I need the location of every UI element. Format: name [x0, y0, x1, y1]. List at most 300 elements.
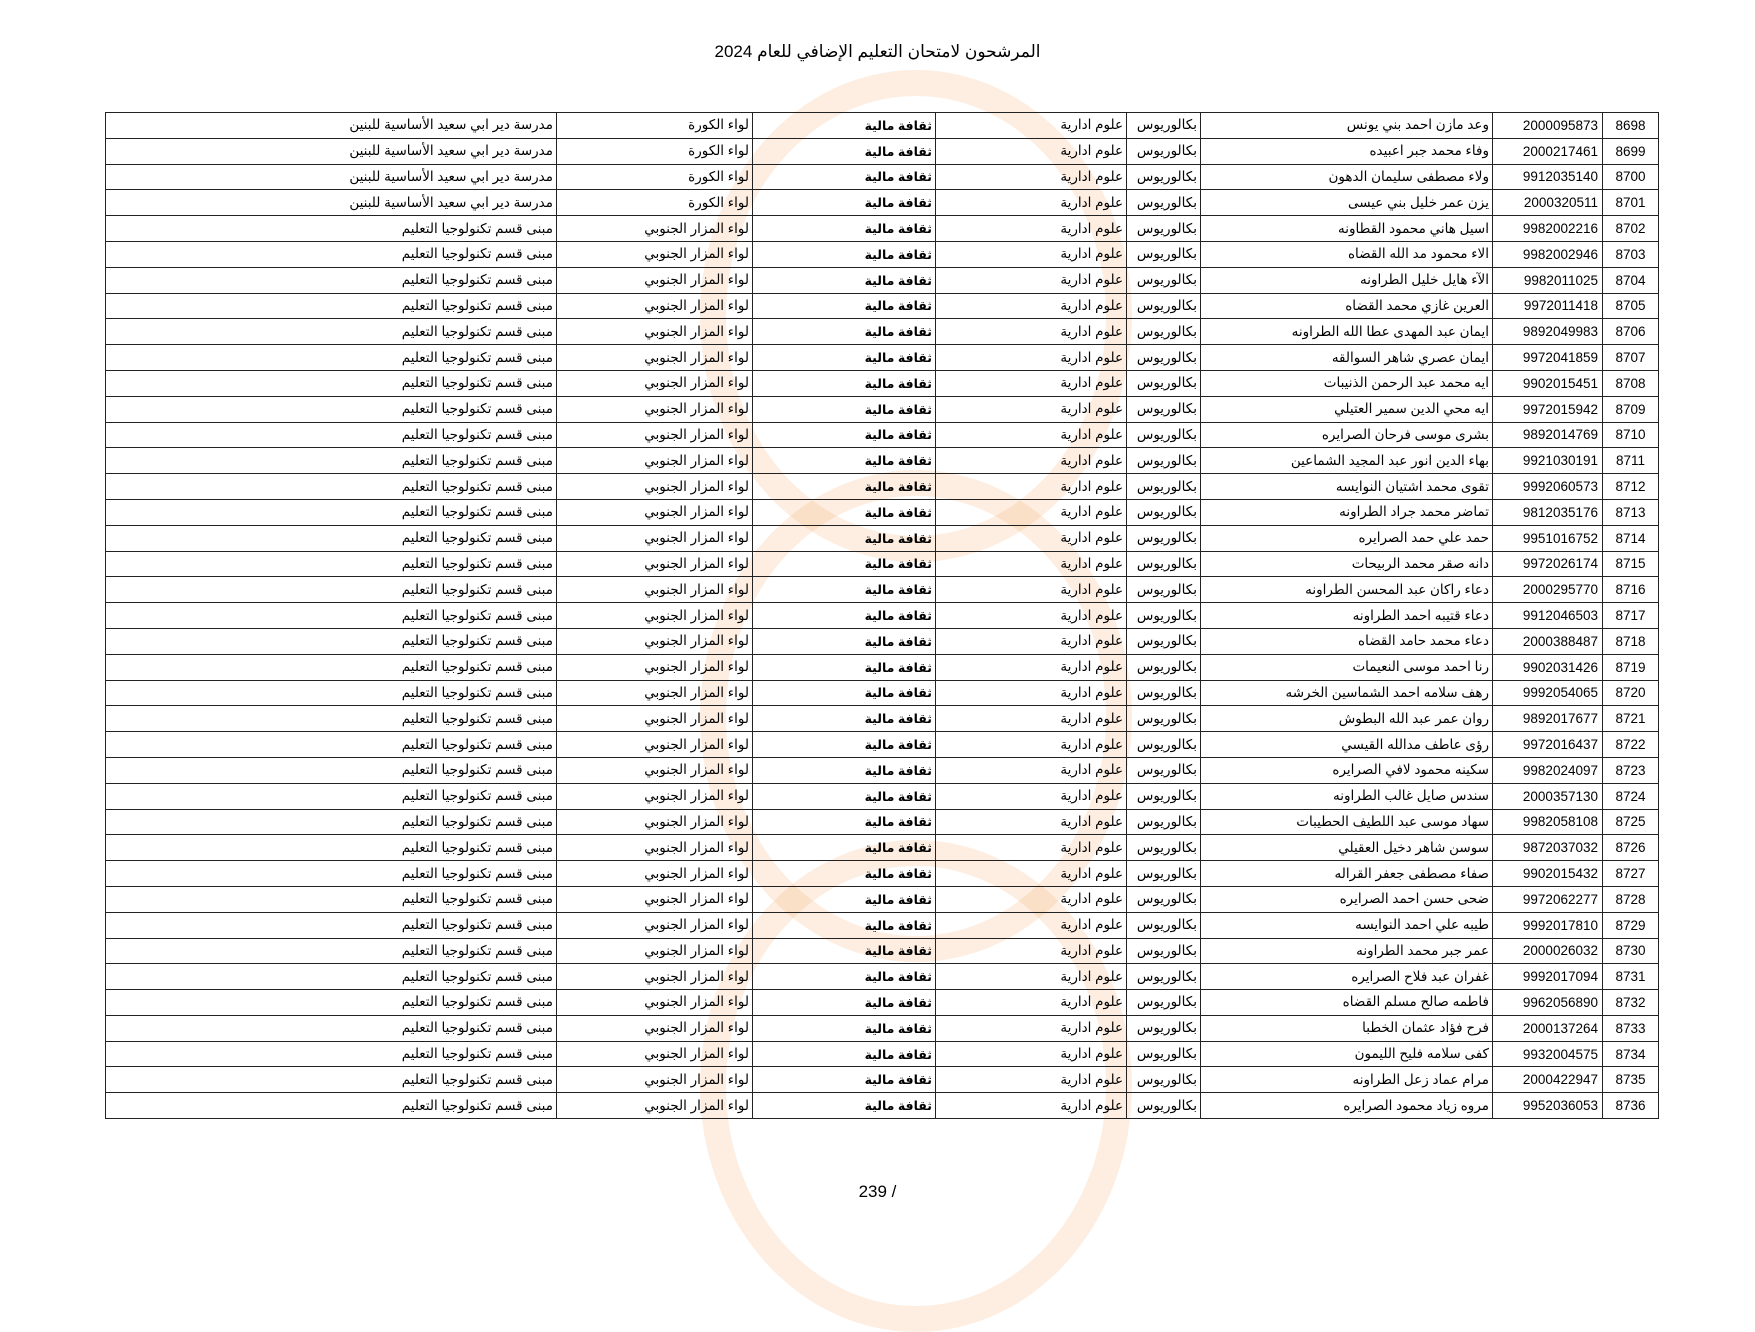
table-row — [106, 938, 1659, 964]
national-id-cell: 9902015432 — [1493, 861, 1603, 887]
row-number-cell: 8734 — [1603, 1041, 1659, 1067]
exam-center-cell: مبنى قسم تكنولوجيا التعليم — [106, 499, 557, 525]
row-number-cell: 8710 — [1603, 422, 1659, 448]
major-cell: علوم ادارية — [936, 1067, 1127, 1093]
table-row — [106, 267, 1659, 293]
exam-center-cell: مبنى قسم تكنولوجيا التعليم — [106, 474, 557, 500]
candidate-name-cell: سوسن شاهر دخيل العقيلي — [1201, 835, 1493, 861]
degree-cell: بكالوريوس — [1127, 190, 1201, 216]
table-row — [106, 628, 1659, 654]
subject-cell: ثقافة مالية — [753, 628, 936, 654]
subject-cell: ثقافة مالية — [753, 732, 936, 758]
candidate-name-cell: تقوى محمد اشتيان النوايسه — [1201, 474, 1493, 500]
major-cell: علوم ادارية — [936, 525, 1127, 551]
major-cell: علوم ادارية — [936, 138, 1127, 164]
candidate-name-cell: يزن عمر خليل بني عيسى — [1201, 190, 1493, 216]
row-number-cell: 8725 — [1603, 809, 1659, 835]
row-number-cell: 8722 — [1603, 732, 1659, 758]
national-id-cell: 2000095873 — [1493, 113, 1603, 139]
candidate-name-cell: سهاد موسى عبد اللطيف الحطيبات — [1201, 809, 1493, 835]
degree-cell: بكالوريوس — [1127, 680, 1201, 706]
major-cell: علوم ادارية — [936, 396, 1127, 422]
table-row — [106, 190, 1659, 216]
district-cell: لواء المزار الجنوبي — [557, 396, 753, 422]
table-row — [106, 757, 1659, 783]
degree-cell: بكالوريوس — [1127, 654, 1201, 680]
subject-cell: ثقافة مالية — [753, 912, 936, 938]
row-number-cell: 8703 — [1603, 241, 1659, 267]
major-cell: علوم ادارية — [936, 706, 1127, 732]
national-id-cell: 9951016752 — [1493, 525, 1603, 551]
exam-center-cell: مبنى قسم تكنولوجيا التعليم — [106, 783, 557, 809]
national-id-cell: 9921030191 — [1493, 448, 1603, 474]
subject-cell: ثقافة مالية — [753, 448, 936, 474]
candidate-name-cell: طيبه علي احمد النوايسه — [1201, 912, 1493, 938]
candidate-name-cell: فاطمه صالح مسلم القضاه — [1201, 990, 1493, 1016]
exam-center-cell: مبنى قسم تكنولوجيا التعليم — [106, 293, 557, 319]
table-row — [106, 474, 1659, 500]
table-row — [106, 1041, 1659, 1067]
district-cell: لواء المزار الجنوبي — [557, 499, 753, 525]
exam-center-cell: مبنى قسم تكنولوجيا التعليم — [106, 603, 557, 629]
exam-center-cell: مبنى قسم تكنولوجيا التعليم — [106, 1041, 557, 1067]
table-row — [106, 113, 1659, 139]
subject-cell: ثقافة مالية — [753, 964, 936, 990]
row-number-cell: 8735 — [1603, 1067, 1659, 1093]
exam-center-cell: مدرسة دير ابي سعيد الأساسية للبنين — [106, 113, 557, 139]
candidate-name-cell: فرح فؤاد عثمان الخطبا — [1201, 1015, 1493, 1041]
major-cell: علوم ادارية — [936, 422, 1127, 448]
subject-cell: ثقافة مالية — [753, 1015, 936, 1041]
district-cell: لواء المزار الجنوبي — [557, 757, 753, 783]
exam-center-cell: مبنى قسم تكنولوجيا التعليم — [106, 396, 557, 422]
exam-center-cell: مبنى قسم تكنولوجيا التعليم — [106, 809, 557, 835]
major-cell: علوم ادارية — [936, 216, 1127, 242]
row-number-cell: 8715 — [1603, 551, 1659, 577]
table-row — [106, 603, 1659, 629]
row-number-cell: 8727 — [1603, 861, 1659, 887]
district-cell: لواء المزار الجنوبي — [557, 422, 753, 448]
candidate-name-cell: دعاء محمد حامد القضاه — [1201, 628, 1493, 654]
table-row — [106, 319, 1659, 345]
major-cell: علوم ادارية — [936, 448, 1127, 474]
row-number-cell: 8718 — [1603, 628, 1659, 654]
district-cell: لواء الكورة — [557, 164, 753, 190]
district-cell: لواء المزار الجنوبي — [557, 938, 753, 964]
exam-center-cell: مبنى قسم تكنولوجيا التعليم — [106, 732, 557, 758]
major-cell: علوم ادارية — [936, 293, 1127, 319]
table-row — [106, 241, 1659, 267]
exam-center-cell: مبنى قسم تكنولوجيا التعليم — [106, 706, 557, 732]
national-id-cell: 2000320511 — [1493, 190, 1603, 216]
district-cell: لواء المزار الجنوبي — [557, 577, 753, 603]
row-number-cell: 8730 — [1603, 938, 1659, 964]
subject-cell: ثقافة مالية — [753, 370, 936, 396]
district-cell: لواء المزار الجنوبي — [557, 551, 753, 577]
district-cell: لواء المزار الجنوبي — [557, 809, 753, 835]
degree-cell: بكالوريوس — [1127, 861, 1201, 887]
exam-center-cell: مدرسة دير ابي سعيد الأساسية للبنين — [106, 138, 557, 164]
subject-cell: ثقافة مالية — [753, 603, 936, 629]
table-row — [106, 1093, 1659, 1119]
candidate-name-cell: دانه صقر محمد الربيحات — [1201, 551, 1493, 577]
major-cell: علوم ادارية — [936, 577, 1127, 603]
district-cell: لواء المزار الجنوبي — [557, 216, 753, 242]
subject-cell: ثقافة مالية — [753, 551, 936, 577]
candidate-name-cell: ضحى حسن احمد الصرايره — [1201, 886, 1493, 912]
exam-center-cell: مبنى قسم تكنولوجيا التعليم — [106, 654, 557, 680]
major-cell: علوم ادارية — [936, 628, 1127, 654]
major-cell: علوم ادارية — [936, 886, 1127, 912]
national-id-cell: 2000026032 — [1493, 938, 1603, 964]
subject-cell: ثقافة مالية — [753, 886, 936, 912]
national-id-cell: 2000295770 — [1493, 577, 1603, 603]
national-id-cell: 9982024097 — [1493, 757, 1603, 783]
candidate-name-cell: ايمان عبد المهدى عطا الله الطراونه — [1201, 319, 1493, 345]
national-id-cell: 9972026174 — [1493, 551, 1603, 577]
row-number-cell: 8732 — [1603, 990, 1659, 1016]
row-number-cell: 8711 — [1603, 448, 1659, 474]
table-row — [106, 164, 1659, 190]
major-cell: علوم ادارية — [936, 680, 1127, 706]
district-cell: لواء المزار الجنوبي — [557, 783, 753, 809]
candidate-name-cell: حمد علي حمد الصرايره — [1201, 525, 1493, 551]
national-id-cell: 9982011025 — [1493, 267, 1603, 293]
major-cell: علوم ادارية — [936, 190, 1127, 216]
candidate-name-cell: سكينه محمود لافي الصرايره — [1201, 757, 1493, 783]
row-number-cell: 8720 — [1603, 680, 1659, 706]
national-id-cell: 9982002216 — [1493, 216, 1603, 242]
major-cell: علوم ادارية — [936, 912, 1127, 938]
major-cell: علوم ادارية — [936, 319, 1127, 345]
row-number-cell: 8729 — [1603, 912, 1659, 938]
subject-cell: ثقافة مالية — [753, 577, 936, 603]
row-number-cell: 8699 — [1603, 138, 1659, 164]
table-row — [106, 293, 1659, 319]
exam-center-cell: مبنى قسم تكنولوجيا التعليم — [106, 241, 557, 267]
page-title: المرشحون لامتحان التعليم الإضافي للعام 2024 — [714, 42, 1041, 61]
exam-center-cell: مبنى قسم تكنولوجيا التعليم — [106, 577, 557, 603]
table-row — [106, 706, 1659, 732]
subject-cell: ثقافة مالية — [753, 990, 936, 1016]
subject-cell: ثقافة مالية — [753, 1093, 936, 1119]
national-id-cell: 2000388487 — [1493, 628, 1603, 654]
candidate-name-cell: مروه زياد محمود الصرايره — [1201, 1093, 1493, 1119]
major-cell: علوم ادارية — [936, 861, 1127, 887]
table-row — [106, 345, 1659, 371]
major-cell: علوم ادارية — [936, 345, 1127, 371]
exam-center-cell: مبنى قسم تكنولوجيا التعليم — [106, 345, 557, 371]
national-id-cell: 2000357130 — [1493, 783, 1603, 809]
subject-cell: ثقافة مالية — [753, 654, 936, 680]
major-cell: علوم ادارية — [936, 113, 1127, 139]
exam-center-cell: مبنى قسم تكنولوجيا التعليم — [106, 938, 557, 964]
row-number-cell: 8716 — [1603, 577, 1659, 603]
table-row — [106, 861, 1659, 887]
degree-cell: بكالوريوس — [1127, 809, 1201, 835]
table-row — [106, 654, 1659, 680]
district-cell: لواء المزار الجنوبي — [557, 474, 753, 500]
exam-center-cell: مبنى قسم تكنولوجيا التعليم — [106, 370, 557, 396]
table-row — [106, 886, 1659, 912]
national-id-cell: 2000137264 — [1493, 1015, 1603, 1041]
table-row — [106, 422, 1659, 448]
national-id-cell: 9812035176 — [1493, 499, 1603, 525]
subject-cell: ثقافة مالية — [753, 138, 936, 164]
candidate-name-cell: ولاء مصطفى سليمان الدهون — [1201, 164, 1493, 190]
subject-cell: ثقافة مالية — [753, 525, 936, 551]
row-number-cell: 8721 — [1603, 706, 1659, 732]
subject-cell: ثقافة مالية — [753, 241, 936, 267]
degree-cell: بكالوريوس — [1127, 1015, 1201, 1041]
national-id-cell: 9992054065 — [1493, 680, 1603, 706]
row-number-cell: 8705 — [1603, 293, 1659, 319]
candidates-table — [105, 112, 1659, 1119]
row-number-cell: 8700 — [1603, 164, 1659, 190]
national-id-cell: 9992017810 — [1493, 912, 1603, 938]
table-row — [106, 216, 1659, 242]
major-cell: علوم ادارية — [936, 551, 1127, 577]
subject-cell: ثقافة مالية — [753, 938, 936, 964]
candidate-name-cell: غفران عبد فلاح الصرايره — [1201, 964, 1493, 990]
district-cell: لواء المزار الجنوبي — [557, 267, 753, 293]
degree-cell: بكالوريوس — [1127, 783, 1201, 809]
district-cell: لواء المزار الجنوبي — [557, 448, 753, 474]
exam-center-cell: مبنى قسم تكنولوجيا التعليم — [106, 990, 557, 1016]
subject-cell: ثقافة مالية — [753, 1067, 936, 1093]
candidate-name-cell: رهف سلامه احمد الشماسين الخرشه — [1201, 680, 1493, 706]
district-cell: لواء المزار الجنوبي — [557, 861, 753, 887]
district-cell: لواء المزار الجنوبي — [557, 293, 753, 319]
degree-cell: بكالوريوس — [1127, 1067, 1201, 1093]
row-number-cell: 8736 — [1603, 1093, 1659, 1119]
candidate-name-cell: وفاء محمد جبر اعبيده — [1201, 138, 1493, 164]
degree-cell: بكالوريوس — [1127, 448, 1201, 474]
candidate-name-cell: مرام عماد زعل الطراونه — [1201, 1067, 1493, 1093]
major-cell: علوم ادارية — [936, 1015, 1127, 1041]
table-row — [106, 525, 1659, 551]
degree-cell: بكالوريوس — [1127, 628, 1201, 654]
major-cell: علوم ادارية — [936, 783, 1127, 809]
exam-center-cell: مبنى قسم تكنولوجيا التعليم — [106, 448, 557, 474]
district-cell: لواء المزار الجنوبي — [557, 1041, 753, 1067]
district-cell: لواء المزار الجنوبي — [557, 990, 753, 1016]
page-number: 239 / — [858, 1182, 897, 1201]
degree-cell: بكالوريوس — [1127, 1093, 1201, 1119]
candidate-name-cell: كفى سلامه فليح الليمون — [1201, 1041, 1493, 1067]
row-number-cell: 8701 — [1603, 190, 1659, 216]
exam-center-cell: مدرسة دير ابي سعيد الأساسية للبنين — [106, 164, 557, 190]
candidate-name-cell: ايه محمد عبد الرحمن الذنيبات — [1201, 370, 1493, 396]
subject-cell: ثقافة مالية — [753, 216, 936, 242]
degree-cell: بكالوريوس — [1127, 499, 1201, 525]
district-cell: لواء المزار الجنوبي — [557, 886, 753, 912]
subject-cell: ثقافة مالية — [753, 861, 936, 887]
exam-center-cell: مبنى قسم تكنولوجيا التعليم — [106, 835, 557, 861]
table-row — [106, 783, 1659, 809]
national-id-cell: 9972011418 — [1493, 293, 1603, 319]
subject-cell: ثقافة مالية — [753, 293, 936, 319]
major-cell: علوم ادارية — [936, 732, 1127, 758]
national-id-cell: 9952036053 — [1493, 1093, 1603, 1119]
candidate-name-cell: بشرى موسى فرحان الصرايره — [1201, 422, 1493, 448]
district-cell: لواء المزار الجنوبي — [557, 525, 753, 551]
subject-cell: ثقافة مالية — [753, 1041, 936, 1067]
degree-cell: بكالوريوس — [1127, 474, 1201, 500]
table-row — [106, 138, 1659, 164]
district-cell: لواء المزار الجنوبي — [557, 1067, 753, 1093]
degree-cell: بكالوريوس — [1127, 938, 1201, 964]
candidate-name-cell: سندس صايل غالب الطراونه — [1201, 783, 1493, 809]
district-cell: لواء الكورة — [557, 138, 753, 164]
table-row — [106, 732, 1659, 758]
table-row — [106, 1067, 1659, 1093]
district-cell: لواء المزار الجنوبي — [557, 603, 753, 629]
national-id-cell: 9972062277 — [1493, 886, 1603, 912]
national-id-cell: 9912046503 — [1493, 603, 1603, 629]
national-id-cell: 9972015942 — [1493, 396, 1603, 422]
degree-cell: بكالوريوس — [1127, 422, 1201, 448]
subject-cell: ثقافة مالية — [753, 706, 936, 732]
district-cell: لواء المزار الجنوبي — [557, 964, 753, 990]
major-cell: علوم ادارية — [936, 603, 1127, 629]
degree-cell: بكالوريوس — [1127, 113, 1201, 139]
table-row — [106, 551, 1659, 577]
major-cell: علوم ادارية — [936, 1093, 1127, 1119]
major-cell: علوم ادارية — [936, 1041, 1127, 1067]
national-id-cell: 9902015451 — [1493, 370, 1603, 396]
degree-cell: بكالوريوس — [1127, 267, 1201, 293]
subject-cell: ثقافة مالية — [753, 835, 936, 861]
district-cell: لواء المزار الجنوبي — [557, 706, 753, 732]
candidates-table-body — [106, 113, 1659, 1119]
subject-cell: ثقافة مالية — [753, 396, 936, 422]
exam-center-cell: مبنى قسم تكنولوجيا التعليم — [106, 1067, 557, 1093]
table-row — [106, 990, 1659, 1016]
district-cell: لواء الكورة — [557, 190, 753, 216]
candidate-name-cell: بهاء الدين انور عبد المجيد الشماعين — [1201, 448, 1493, 474]
exam-center-cell: مبنى قسم تكنولوجيا التعليم — [106, 216, 557, 242]
subject-cell: ثقافة مالية — [753, 757, 936, 783]
candidate-name-cell: ايه محي الدين سمير العتيلي — [1201, 396, 1493, 422]
district-cell: لواء المزار الجنوبي — [557, 370, 753, 396]
major-cell: علوم ادارية — [936, 164, 1127, 190]
subject-cell: ثقافة مالية — [753, 783, 936, 809]
national-id-cell: 9972041859 — [1493, 345, 1603, 371]
major-cell: علوم ادارية — [936, 964, 1127, 990]
degree-cell: بكالوريوس — [1127, 912, 1201, 938]
district-cell: لواء الكورة — [557, 113, 753, 139]
subject-cell: ثقافة مالية — [753, 267, 936, 293]
degree-cell: بكالوريوس — [1127, 319, 1201, 345]
degree-cell: بكالوريوس — [1127, 732, 1201, 758]
table-row — [106, 499, 1659, 525]
district-cell: لواء المزار الجنوبي — [557, 732, 753, 758]
exam-center-cell: مبنى قسم تكنولوجيا التعليم — [106, 551, 557, 577]
subject-cell: ثقافة مالية — [753, 474, 936, 500]
row-number-cell: 8713 — [1603, 499, 1659, 525]
major-cell: علوم ادارية — [936, 370, 1127, 396]
candidate-name-cell: صفاء مصطفى جعفر القراله — [1201, 861, 1493, 887]
candidate-name-cell: وعد مازن احمد بني يونس — [1201, 113, 1493, 139]
table-row — [106, 809, 1659, 835]
district-cell: لواء المزار الجنوبي — [557, 241, 753, 267]
district-cell: لواء المزار الجنوبي — [557, 912, 753, 938]
major-cell: علوم ادارية — [936, 809, 1127, 835]
degree-cell: بكالوريوس — [1127, 603, 1201, 629]
exam-center-cell: مبنى قسم تكنولوجيا التعليم — [106, 525, 557, 551]
exam-center-cell: مبنى قسم تكنولوجيا التعليم — [106, 1093, 557, 1119]
candidate-name-cell: تماضر محمد جراد الطراونه — [1201, 499, 1493, 525]
row-number-cell: 8723 — [1603, 757, 1659, 783]
row-number-cell: 8719 — [1603, 654, 1659, 680]
national-id-cell: 9982058108 — [1493, 809, 1603, 835]
candidate-name-cell: روان عمر عبد الله البطوش — [1201, 706, 1493, 732]
subject-cell: ثقافة مالية — [753, 680, 936, 706]
candidate-name-cell: ايمان عصري شاهر السوالقه — [1201, 345, 1493, 371]
table-row — [106, 370, 1659, 396]
degree-cell: بكالوريوس — [1127, 396, 1201, 422]
row-number-cell: 8698 — [1603, 113, 1659, 139]
major-cell: علوم ادارية — [936, 499, 1127, 525]
national-id-cell: 9892017677 — [1493, 706, 1603, 732]
row-number-cell: 8707 — [1603, 345, 1659, 371]
degree-cell: بكالوريوس — [1127, 164, 1201, 190]
exam-center-cell: مبنى قسم تكنولوجيا التعليم — [106, 886, 557, 912]
exam-center-cell: مبنى قسم تكنولوجيا التعليم — [106, 964, 557, 990]
subject-cell: ثقافة مالية — [753, 113, 936, 139]
district-cell: لواء المزار الجنوبي — [557, 680, 753, 706]
exam-center-cell: مبنى قسم تكنولوجيا التعليم — [106, 628, 557, 654]
subject-cell: ثقافة مالية — [753, 499, 936, 525]
exam-center-cell: مبنى قسم تكنولوجيا التعليم — [106, 422, 557, 448]
candidate-name-cell: رؤى عاطف مدالله القيسي — [1201, 732, 1493, 758]
candidate-name-cell: عمر جبر محمد الطراونه — [1201, 938, 1493, 964]
row-number-cell: 8704 — [1603, 267, 1659, 293]
degree-cell: بكالوريوس — [1127, 216, 1201, 242]
table-row — [106, 912, 1659, 938]
subject-cell: ثقافة مالية — [753, 164, 936, 190]
row-number-cell: 8714 — [1603, 525, 1659, 551]
national-id-cell: 9982002946 — [1493, 241, 1603, 267]
district-cell: لواء المزار الجنوبي — [557, 1015, 753, 1041]
subject-cell: ثقافة مالية — [753, 190, 936, 216]
row-number-cell: 8728 — [1603, 886, 1659, 912]
exam-center-cell: مبنى قسم تكنولوجيا التعليم — [106, 680, 557, 706]
national-id-cell: 2000217461 — [1493, 138, 1603, 164]
national-id-cell: 9892049983 — [1493, 319, 1603, 345]
national-id-cell: 9992060573 — [1493, 474, 1603, 500]
national-id-cell: 9962056890 — [1493, 990, 1603, 1016]
major-cell: علوم ادارية — [936, 835, 1127, 861]
district-cell: لواء المزار الجنوبي — [557, 628, 753, 654]
table-row — [106, 835, 1659, 861]
district-cell: لواء المزار الجنوبي — [557, 1093, 753, 1119]
degree-cell: بكالوريوس — [1127, 757, 1201, 783]
district-cell: لواء المزار الجنوبي — [557, 345, 753, 371]
row-number-cell: 8717 — [1603, 603, 1659, 629]
exam-center-cell: مبنى قسم تكنولوجيا التعليم — [106, 912, 557, 938]
national-id-cell: 9872037032 — [1493, 835, 1603, 861]
exam-center-cell: مبنى قسم تكنولوجيا التعليم — [106, 861, 557, 887]
row-number-cell: 8708 — [1603, 370, 1659, 396]
row-number-cell: 8731 — [1603, 964, 1659, 990]
table-row — [106, 396, 1659, 422]
table-row — [106, 964, 1659, 990]
national-id-cell: 9932004575 — [1493, 1041, 1603, 1067]
major-cell: علوم ادارية — [936, 474, 1127, 500]
exam-center-cell: مبنى قسم تكنولوجيا التعليم — [106, 757, 557, 783]
